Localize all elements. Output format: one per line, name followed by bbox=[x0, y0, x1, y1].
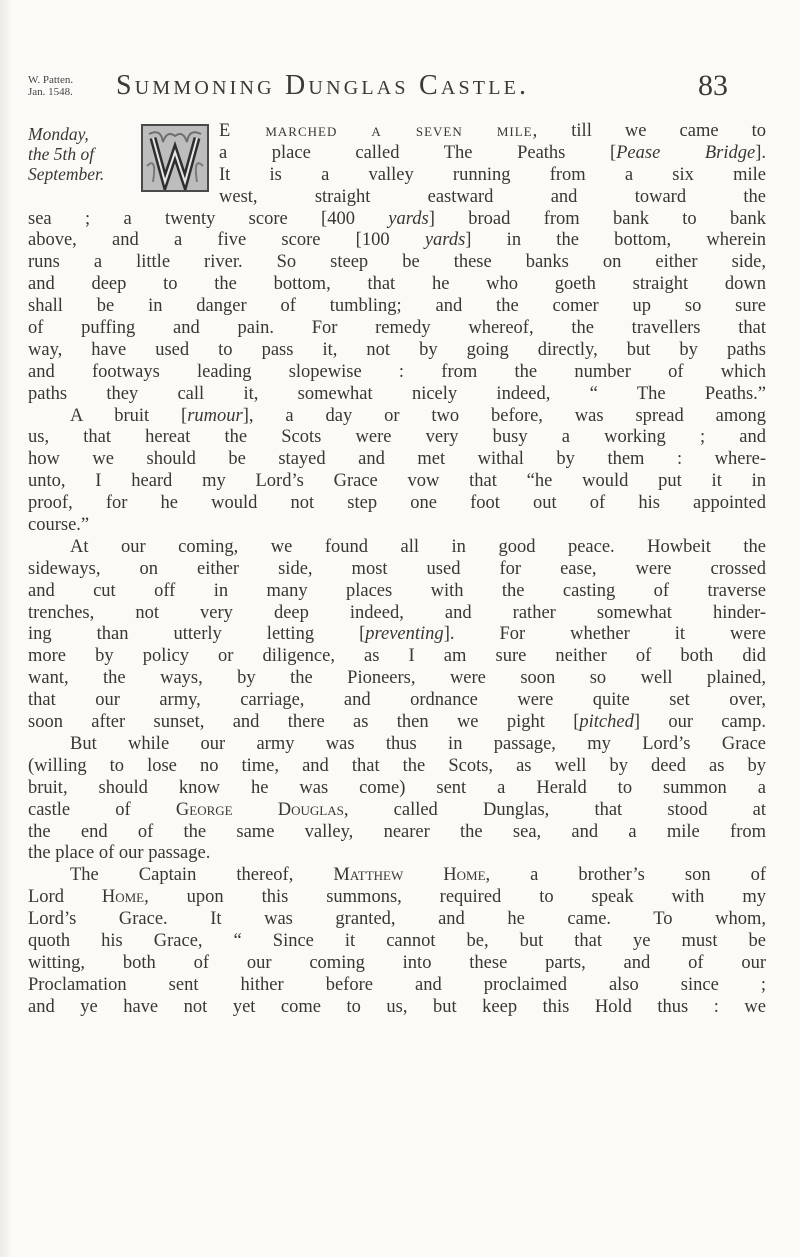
body-text bbox=[28, 121, 766, 1019]
text-line: above, and a five score [100 yards] in the bottom, wherein bbox=[28, 230, 766, 251]
text-line: want, the ways, by the Pioneers, were soon so well plained, bbox=[28, 668, 766, 689]
text-line: of puffing and pain. For remedy whereof, the travellers that bbox=[28, 318, 766, 339]
header-source-note bbox=[28, 74, 73, 98]
text-line: bruit, should know he was come) sent a Herald to summon a bbox=[28, 777, 766, 798]
text-line: trenches, not very deep indeed, and rather somewhat hinder- bbox=[28, 602, 766, 623]
header-author: W. Patten. bbox=[28, 74, 74, 86]
text-line: the end of the same valley, nearer the sea, and a mile from bbox=[28, 821, 766, 842]
text-line: a place called The Peaths [Pease Bridge]. bbox=[219, 142, 766, 163]
page-gutter-shadow bbox=[0, 0, 12, 1257]
text-line: west, straight eastward and toward the bbox=[219, 186, 766, 207]
text-line: proof, for he would not step one foot out of his appointed bbox=[28, 493, 766, 514]
text-line: Lord Home, upon this summons, required to speak with my bbox=[28, 887, 766, 908]
text-line: sea ; a twenty score [400 yards] broad from bank to bank bbox=[28, 208, 766, 229]
text-line: course.” bbox=[28, 515, 90, 536]
page-number: 83 bbox=[698, 69, 728, 102]
text-line: that our army, carriage, and ordnance were quite set over, bbox=[28, 690, 766, 711]
text-line: E marched a seven mile, till we came to bbox=[219, 121, 766, 141]
text-line: quoth his Grace, “ Since it cannot be, but that ye must be bbox=[28, 930, 766, 951]
header-date: Jan. 1548. bbox=[28, 86, 73, 98]
text-line: shall be in danger of tumbling; and the comer up so sure bbox=[28, 296, 766, 317]
running-header bbox=[28, 69, 748, 114]
text-line: sideways, on either side, most used for ease, were crossed bbox=[28, 558, 766, 579]
text-line: (willing to lose no time, and that the Scots, as well by deed as by bbox=[28, 755, 766, 776]
text-line: us, that hereat the Scots were very busy a working ; and bbox=[28, 427, 766, 448]
text-line: Lord’s Grace. It was granted, and he came. To whom, bbox=[28, 909, 766, 930]
text-line: the place of our passage. bbox=[28, 843, 211, 864]
margin-note-line: September. bbox=[28, 164, 105, 184]
text-line: witting, both of our coming into these parts, and of our bbox=[28, 952, 766, 973]
text-line: paths they call it, somewhat nicely indeed, “ The Peaths.” bbox=[28, 383, 766, 404]
text-line: The Captain thereof, Matthew Home, a brother’s son of bbox=[70, 865, 766, 886]
text-line: But while our army was thus in passage, my Lord’s Grace bbox=[70, 733, 766, 754]
text-line: and cut off in many places with the casting of traverse bbox=[28, 580, 766, 601]
margin-note-line: the 5th of bbox=[28, 144, 95, 164]
text-line: unto, I heard my Lord’s Grace vow that “he would put it in bbox=[28, 471, 766, 492]
text-line: and deep to the bottom, that he who goeth straight down bbox=[28, 274, 766, 295]
text-line: and footways leading slopewise : from the number of which bbox=[28, 361, 766, 382]
margin-note-line: Monday, bbox=[28, 124, 89, 144]
text-line: way, have used to pass it, not by going directly, but by paths bbox=[28, 339, 766, 360]
text-line: It is a valley running from a six mile bbox=[219, 164, 766, 185]
text-line: At our coming, we found all in good peace. Howbeit the bbox=[70, 536, 766, 557]
text-line: A bruit [rumour], a day or two before, was spread among bbox=[70, 405, 766, 426]
text-line: runs a little river. So steep be these banks on either side, bbox=[28, 252, 766, 273]
text-line: and ye have not yet come to us, but keep this Hold thus : we bbox=[28, 996, 766, 1017]
header-title: Summoning Dunglas Castle. bbox=[116, 70, 530, 101]
text-line: how we should be stayed and met withal by them : where- bbox=[28, 449, 766, 470]
text-line: castle of George Douglas, called Dunglas, that stood at bbox=[28, 799, 766, 820]
text-line: soon after sunset, and there as then we pight [pitched] our camp. bbox=[28, 712, 766, 733]
text-line: Proclamation sent hither before and proclaimed also since ; bbox=[28, 974, 766, 995]
text-line: more by policy or diligence, as I am sure neither of both did bbox=[28, 646, 766, 667]
text-line: ing than utterly letting [preventing]. For whether it were bbox=[28, 624, 767, 645]
